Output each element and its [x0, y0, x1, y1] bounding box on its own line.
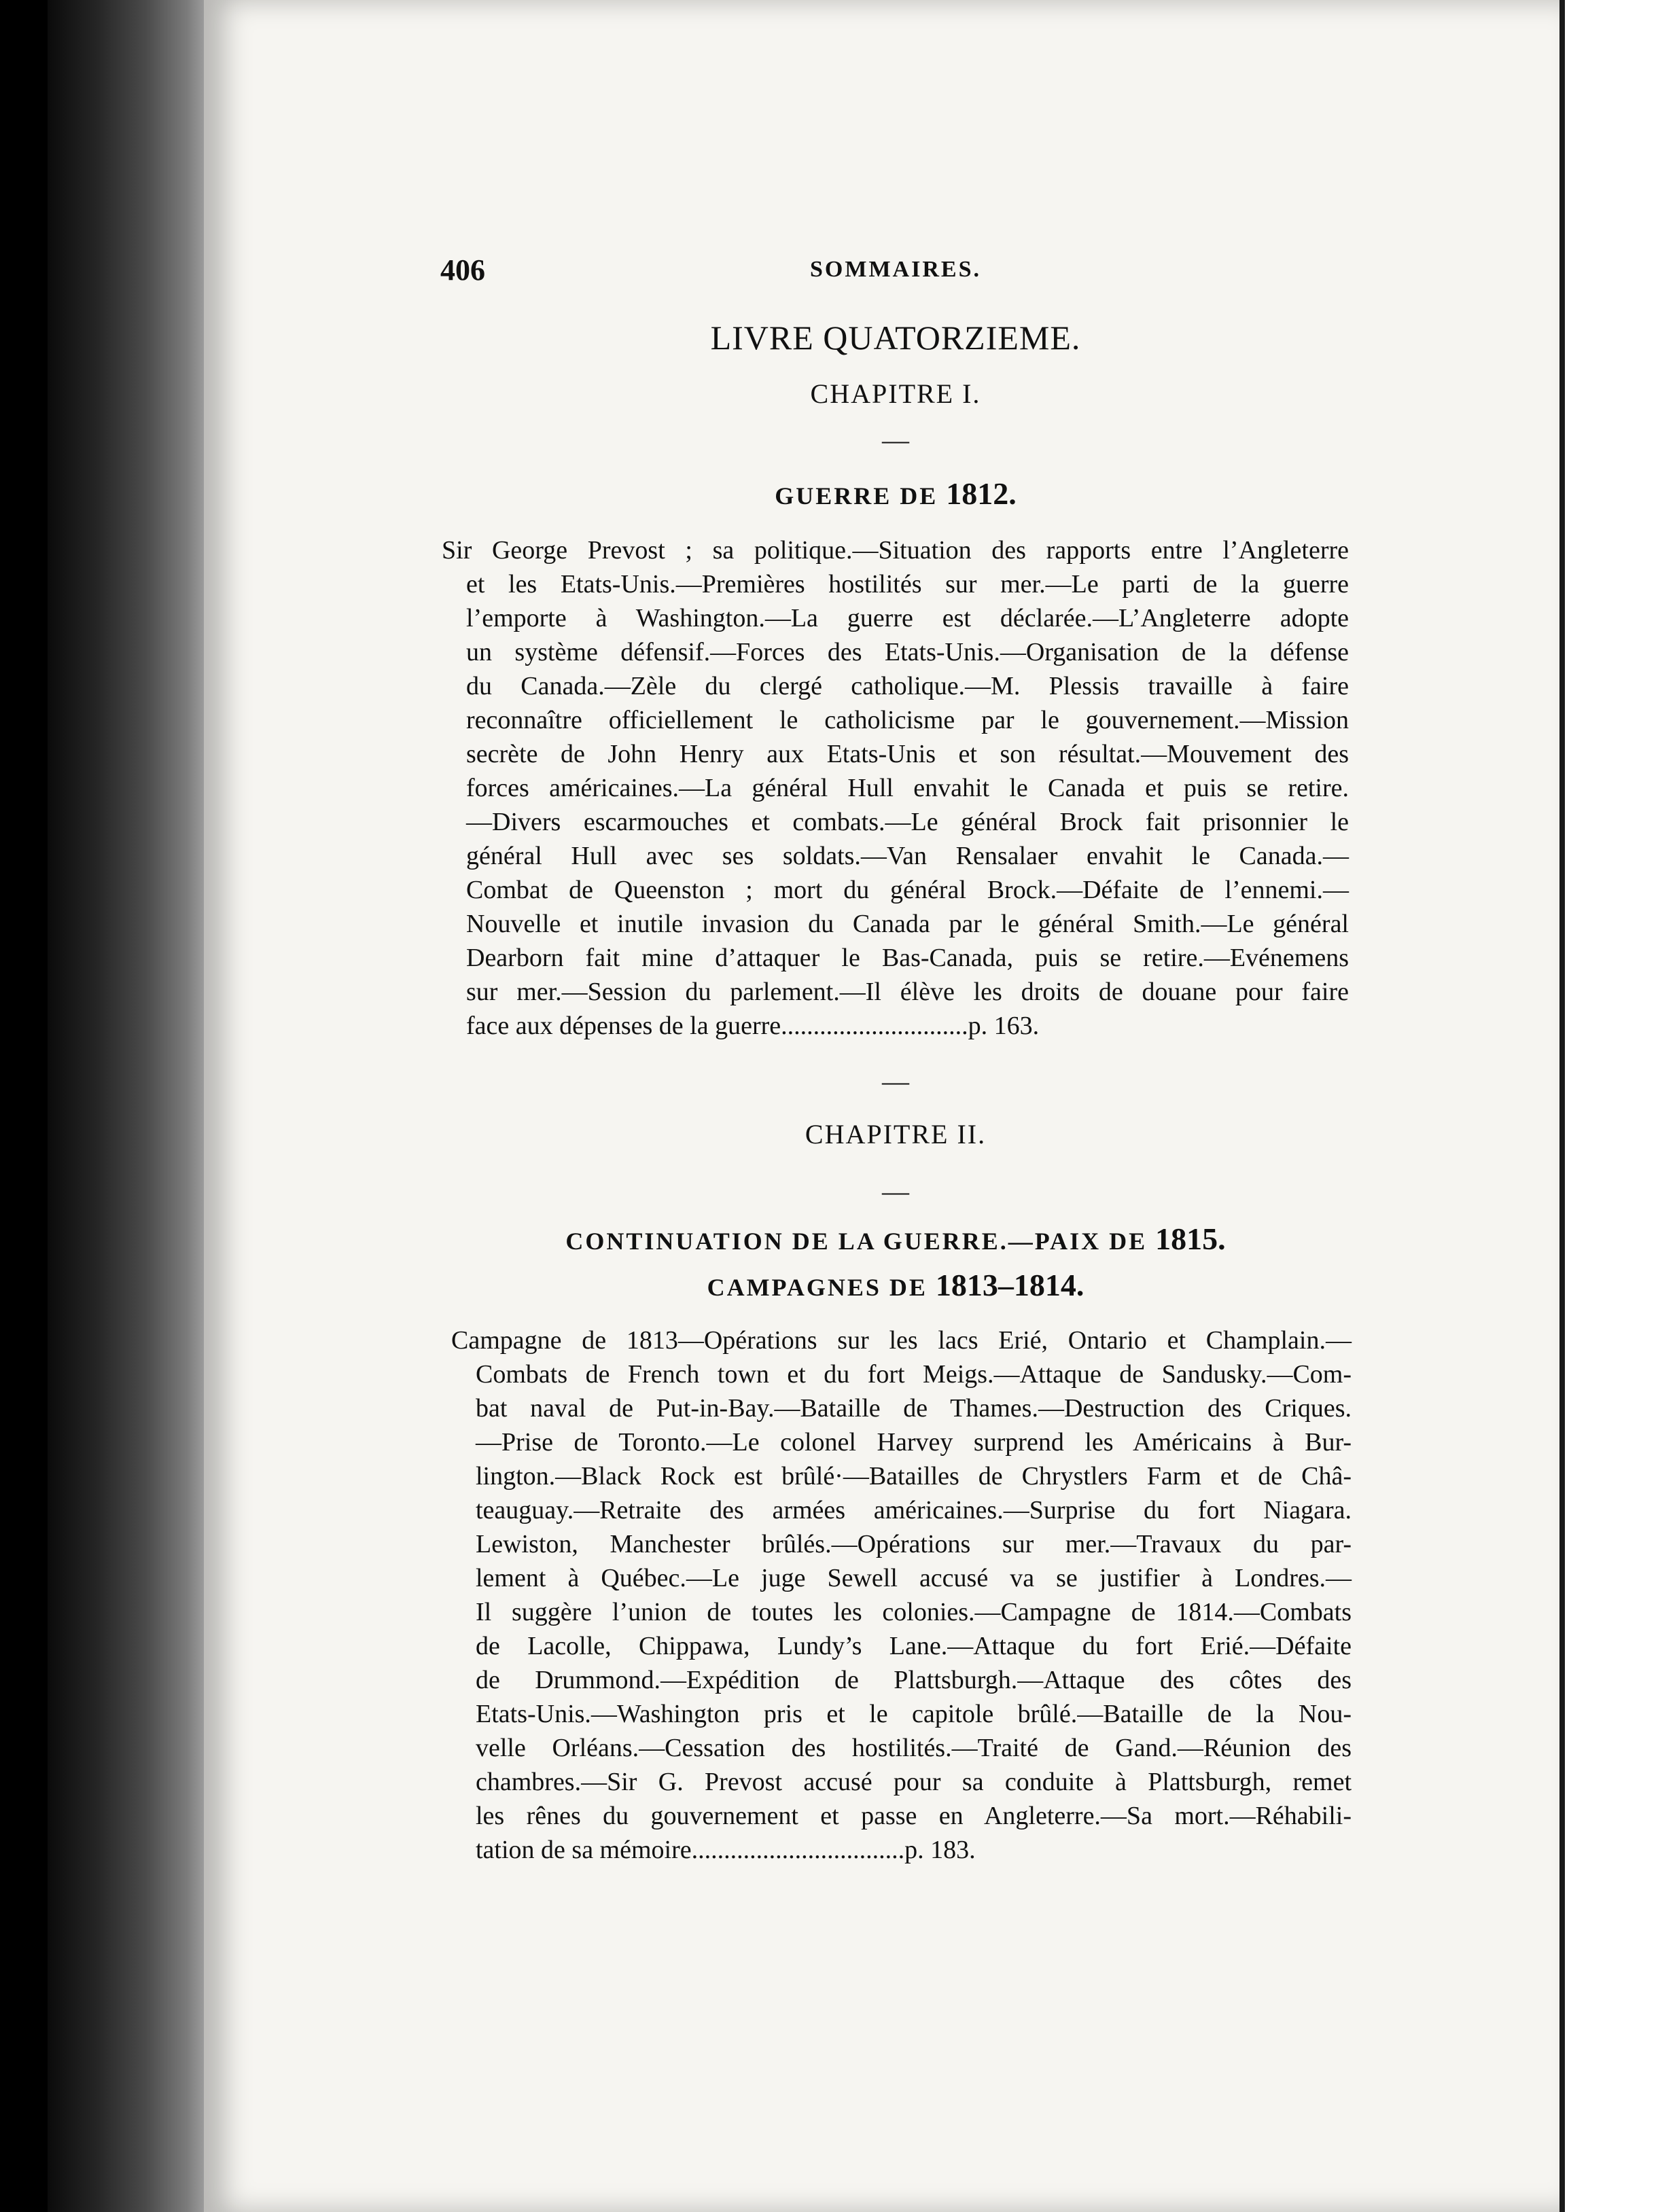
summary-line: Nouvelle et inutile invasion du Canada par le général Smith.—Le général	[466, 910, 1349, 938]
summary-line: —Divers escarmouches et combats.—Le général Brock fait prisonnier le	[466, 808, 1349, 836]
summary-line: Lewiston, Manchester brûlés.—Opérations sur mer.—Travaux du par-	[476, 1530, 1352, 1558]
chapter-2-subheading-text: CAMPAGNES DE	[707, 1274, 928, 1301]
summary-line: l’emporte à Washington.—La guerre est déclarée.—L’Angleterre adopte	[466, 604, 1349, 632]
summary-line: Etats-Unis.—Washington pris et le capitole brûlé.—Bataille de la Nou-	[476, 1700, 1352, 1728]
summary-line: de Lacolle, Chippawa, Lundy’s Lane.—Attaque du fort Erié.—Défaite	[476, 1632, 1352, 1660]
page-right-edge	[1559, 0, 1565, 2212]
summary-line: —Prise de Toronto.—Le colonel Harvey surprend les Américains à Bur-	[476, 1428, 1352, 1457]
summary-line: un système défensif.—Forces des Etats-Unis.—Organisation de la défense	[466, 638, 1349, 666]
running-head-title: SOMMAIRES.	[810, 257, 981, 282]
chapter-2-heading	[440, 1221, 1351, 1257]
separator-dash: —	[882, 1066, 909, 1096]
summary-line: bat naval de Put-in-Bay.—Bataille de Thames.—Destruction des Criques.	[476, 1394, 1352, 1423]
summary-line: reconnaître officiellement le catholicisme par le gouvernement.—Mission	[466, 706, 1349, 734]
chapter-2-heading-year: 1815.	[1155, 1221, 1226, 1256]
summary-line: Il suggère l’union de toutes les colonies.—Campagne de 1814.—Combats	[476, 1598, 1352, 1626]
chapter-1-heading	[440, 476, 1351, 512]
scan-right-margin	[1565, 0, 1658, 2212]
summary-line: lington.—Black Rock est brûlé·—Batailles de Chrystlers Farm et de Châ-	[476, 1462, 1352, 1491]
summary-line: de Drummond.—Expédition de Plattsburgh.—Attaque des côtes des	[476, 1666, 1352, 1694]
summary-line: les rênes du gouvernement et passe en Angleterre.—Sa mort.—Réhabili-	[476, 1802, 1352, 1830]
chapter-1-heading-text: GUERRE DE	[775, 482, 938, 510]
summary-line-page-ref: face aux dépenses de la guerre.............................p. 163.	[466, 1012, 1040, 1040]
summary-line: velle Orléans.—Cessation des hostilités.—Traité de Gand.—Réunion des	[476, 1734, 1352, 1762]
summary-line: forces américaines.—La général Hull envahit le Canada et puis se retire.	[466, 774, 1349, 802]
chapter-2-subheading-years: 1813–1814.	[935, 1268, 1084, 1302]
chapter-1-heading-year: 1812.	[946, 476, 1017, 511]
chapter-2-heading-text: CONTINUATION DE LA GUERRE.—PAIX DE	[565, 1228, 1148, 1255]
summary-line: Campagne de 1813—Opérations sur les lacs Erié, Ontario et Champlain.—	[451, 1326, 1352, 1355]
chapter-1-title: CHAPITRE I.	[810, 378, 981, 409]
summary-line: chambres.—Sir G. Prevost accusé pour sa conduite à Plattsburgh, remet	[476, 1768, 1352, 1796]
chapter-2-title: CHAPITRE II.	[805, 1119, 987, 1149]
summary-line: teauguay.—Retraite des armées américaines.—Surprise du fort Niagara.	[476, 1496, 1352, 1524]
summary-line: sur mer.—Session du parlement.—Il élève les droits de douane pour faire	[466, 978, 1349, 1006]
summary-line: Sir George Prevost ; sa politique.—Situation des rapports entre l’Angleterre	[442, 536, 1349, 565]
summary-line: Dearborn fait mine d’attaquer le Bas-Canada, puis se retire.—Evénemens	[466, 944, 1349, 972]
summary-line: et les Etats-Unis.—Premières hostilités sur mer.—Le parti de la guerre	[466, 570, 1349, 599]
summary-line: Combats de French town et du fort Meigs.—Attaque de Sandusky.—Com-	[476, 1360, 1352, 1389]
chapter-2-summary	[451, 1323, 1352, 1867]
summary-line-page-ref: tation de sa mémoire.................................p. 183.	[476, 1836, 976, 1864]
summary-line: Combat de Queenston ; mort du général Brock.—Défaite de l’ennemi.—	[466, 876, 1349, 904]
separator-dash: —	[882, 1176, 909, 1207]
summary-line: général Hull avec ses soldats.—Van Rensalaer envahit le Canada.—	[466, 842, 1349, 870]
book-title: LIVRE QUATORZIEME.	[710, 319, 1081, 357]
chapter-1-summary	[442, 533, 1349, 1043]
separator-dash: —	[882, 425, 909, 455]
book-spine-edge	[48, 0, 211, 2212]
page-number: 406	[440, 253, 485, 287]
running-head	[440, 253, 1354, 293]
summary-line: lement à Québec.—Le juge Sewell accusé va se justifier à Londres.—	[476, 1564, 1352, 1592]
summary-line: du Canada.—Zèle du clergé catholique.—M. Plessis travaille à faire	[466, 672, 1349, 700]
chapter-2-subheading	[440, 1267, 1351, 1303]
summary-line: secrète de John Henry aux Etats-Unis et son résultat.—Mouvement des	[466, 740, 1349, 768]
